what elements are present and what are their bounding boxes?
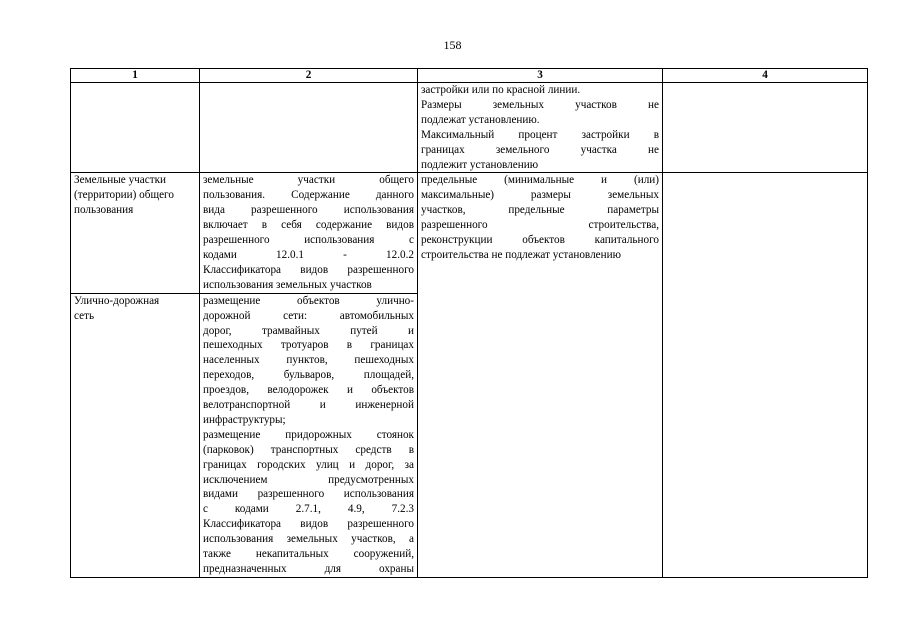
cell-text-line: подлежат установлению. <box>421 113 540 126</box>
cell-text-line: пешеходных тротуаров в границах <box>203 339 414 352</box>
cell-text-line: с кодами 2.7.1, 4.9, 7.2.3 <box>203 503 414 516</box>
column-header-1: 1 <box>71 69 200 83</box>
cell-text-line: дорожной сети: автомобильных <box>203 309 414 322</box>
cell-text-line: Классификатора видов разрешенного <box>203 518 414 531</box>
cell-text-line: предназначенных для охраны <box>203 563 414 575</box>
column-header-4: 4 <box>663 69 868 83</box>
cell-1 <box>71 83 200 173</box>
page-number: 158 <box>443 38 462 52</box>
cell-1 <box>71 173 200 293</box>
cell-text-line: (парковок) транспортных средств в <box>203 443 414 456</box>
column-header-3: 3 <box>418 69 663 83</box>
cell-text-line: велотранспортной и инженерной <box>203 399 414 412</box>
cell-text-line: границах земельного участка не <box>421 143 659 156</box>
cell-text-line: реконструкции объектов капитального <box>421 234 659 247</box>
cell-text-line: использования земельных участков <box>203 278 372 291</box>
cell-4 <box>663 83 868 173</box>
cell-text-line: размещение придорожных стоянок <box>203 428 414 441</box>
cell-text-line: (территории) общего <box>74 189 174 202</box>
cell-text-line: видами разрешенного использования <box>203 488 414 501</box>
cell-text-line: включает в себя содержание видов <box>203 219 414 232</box>
cell-text-line: также некапитальных сооружений, <box>203 548 414 561</box>
cell-text-line: Максимальный процент застройки в <box>421 128 659 141</box>
cell-3 <box>418 83 663 173</box>
cell-text-line: инфраструктуры; <box>203 413 286 426</box>
cell-text-line: участков, предельные параметры <box>421 204 659 217</box>
cell-text-line: границах городских улиц и дорог, за <box>203 458 414 471</box>
cell-text-line: Улично-дорожная <box>74 294 160 307</box>
cell-text-line: разрешенного использования с <box>203 234 414 247</box>
cell-text-line: подлежит установлению <box>421 158 539 171</box>
table-row <box>71 173 868 293</box>
zoning-table <box>70 68 868 578</box>
cell-text-line: разрешенного строительства, <box>421 219 659 232</box>
cell-2 <box>200 293 418 577</box>
cell-text-line: Земельные участки <box>74 174 167 187</box>
cell-text-line: размещение объектов улично- <box>203 294 414 307</box>
cell-text-line: застройки или по красной линии. <box>421 84 581 96</box>
cell-text-line: пользования. Содержание данного <box>203 189 414 202</box>
cell-text-line: использования земельных участков, а <box>203 533 414 546</box>
cell-text-line: Классификатора видов разрешенного <box>203 263 414 276</box>
cell-text-line: пользования <box>74 204 134 217</box>
cell-text-line: переходов, бульваров, площадей, <box>203 369 414 382</box>
cell-text-line: Размеры земельных участков не <box>421 98 659 111</box>
table-row <box>71 83 868 173</box>
cell-2 <box>200 83 418 173</box>
cell-text-line: земельные участки общего <box>203 174 414 187</box>
cell-3 <box>418 173 663 577</box>
cell-text-line: исключением предусмотренных <box>203 473 414 486</box>
cell-text-line: дорог, трамвайных путей и <box>203 324 414 337</box>
cell-1 <box>71 293 200 577</box>
cell-text-line: населенных пунктов, пешеходных <box>203 354 414 367</box>
cell-2 <box>200 173 418 293</box>
cell-text-line: максимальные) размеры земельных <box>421 189 659 202</box>
table-header-row <box>71 69 868 83</box>
cell-text-line: вида разрешенного использования <box>203 204 414 217</box>
cell-text-line: строительства не подлежат установлению <box>421 248 621 261</box>
cell-text-line: проездов, велодорожек и объектов <box>203 384 414 397</box>
cell-4 <box>663 173 868 577</box>
cell-text-line: кодами 12.0.1 - 12.0.2 <box>203 248 414 261</box>
cell-text-line: предельные (минимальные и (или) <box>421 174 659 187</box>
cell-text-line: сеть <box>74 309 95 322</box>
column-header-2: 2 <box>200 69 418 83</box>
